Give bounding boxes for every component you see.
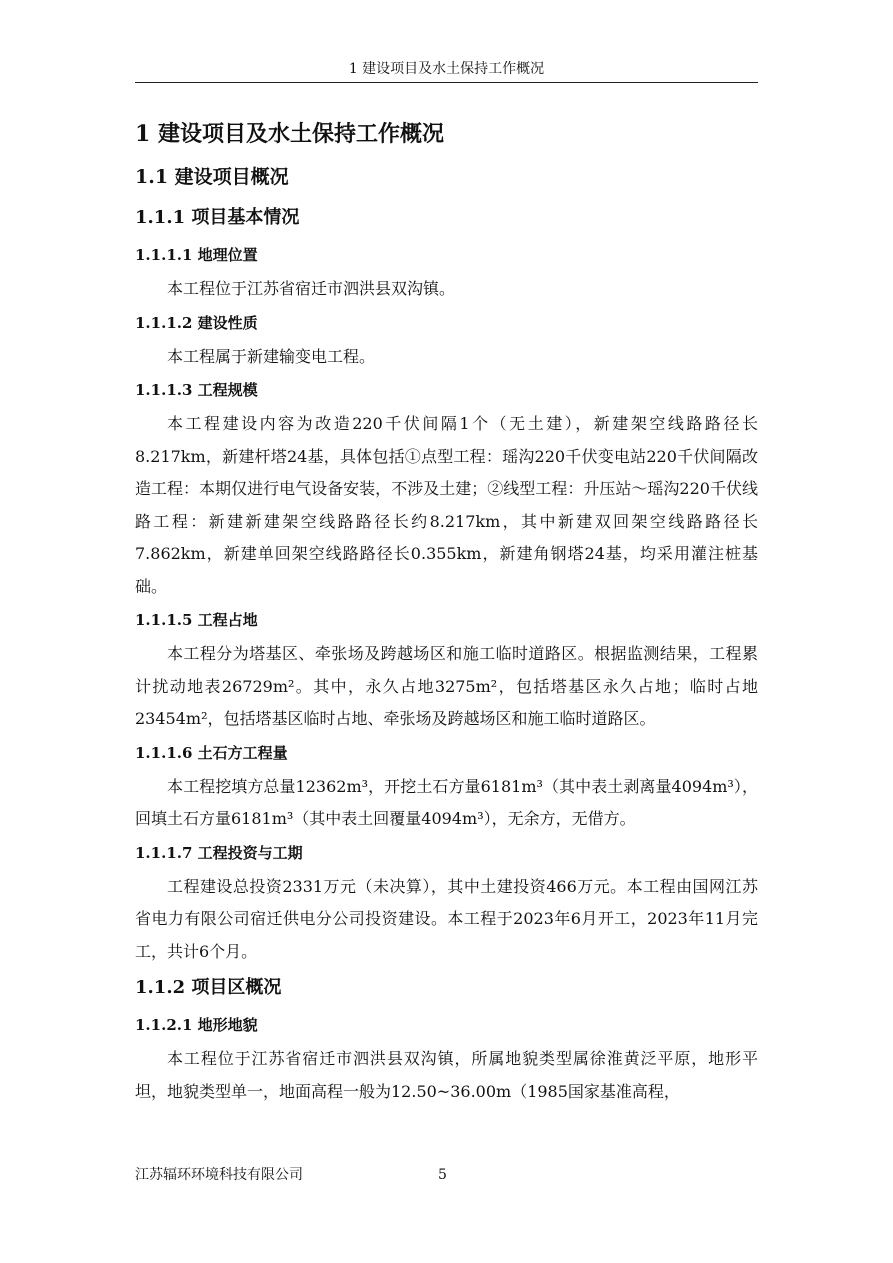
page-body (135, 112, 758, 1108)
paragraph-land-use: 本工程分为塔基区、牵张场及跨越场区和施工临时道路区。根据监测结果，工程累计扰动地表26729m²。其中，永久占地3275m²，包括塔基区永久占地；临时占地23454m²，包括塔基区临时占地、牵张场及跨越场区和施工临时道路区。 (135, 644, 758, 728)
page-number: 5 (438, 1167, 447, 1183)
paragraph-investment: 工程建设总投资2331万元（未决算），其中土建投资466万元。本工程由国网江苏省电力有限公司宿迁供电分公司投资建设。本工程于2023年6月开工，2023年11月完工，共计6个月。 (135, 876, 758, 961)
footer-company: 江苏辐环环境科技有限公司 (135, 1167, 303, 1183)
subsection-heading-investment: 1.1.1.7 工程投资与工期 (135, 843, 303, 862)
paragraph-nature: 本工程属于新建输变电工程。 (167, 346, 376, 366)
chapter-title: 1 建设项目及水土保持工作概况 (135, 121, 444, 147)
subsection-heading-terrain: 1.1.2.1 地形地貌 (135, 1016, 258, 1034)
section-heading-1-1-1: 1.1.1 项目基本情况 (135, 207, 300, 228)
running-header: 1 建设项目及水土保持工作概况 (135, 58, 758, 83)
subsection-heading-scale: 1.1.1.3 工程规模 (135, 381, 258, 399)
subsection-heading-location: 1.1.1.1 地理位置 (135, 246, 258, 264)
subsection-heading-earthwork: 1.1.1.6 土石方工程量 (135, 743, 288, 762)
subsection-heading-land-use: 1.1.1.5 工程占地 (135, 611, 258, 629)
section-heading-1-1-2: 1.1.2 项目区概况 (135, 977, 282, 998)
paragraph-terrain: 本工程位于江苏省宿迁市泗洪县双沟镇，所属地貌类型属徐淮黄泛平原，地形平坦，地貌类型单一，地面高程一般为12.50~36.00m（1985国家基准高程， (135, 1049, 758, 1101)
paragraph-earthwork: 本工程挖填方总量12362m³，开挖土石方量6181m³（其中表土剥离量4094m³），回填土石方量6181m³（其中表土回覆量4094m³），无余方，无借方。 (135, 776, 758, 828)
paragraph-scale: 本工程建设内容为改造220千伏间隔1个（无土建），新建架空线路路径长8.217km，新建杆塔24基，具体包括①点型工程：瑶沟220千伏变电站220千伏间隔改造工程：本期仅进行电气设备安装，不涉及土建；②线型工程：升压站～瑶沟220千伏线路工程：新建新建架空线路路径长约8.217km，其中新建双回架空线路路径长7.862km，新建单回架空线路路径长0.355km，新建角钢塔24基，均采用灌注桩基础。 (135, 414, 758, 596)
subsection-heading-nature: 1.1.1.2 建设性质 (135, 313, 258, 332)
paragraph-location: 本工程位于江苏省宿迁市泗洪县双沟镇。 (167, 279, 456, 298)
section-heading-1-1: 1.1 建设项目概况 (135, 166, 289, 188)
